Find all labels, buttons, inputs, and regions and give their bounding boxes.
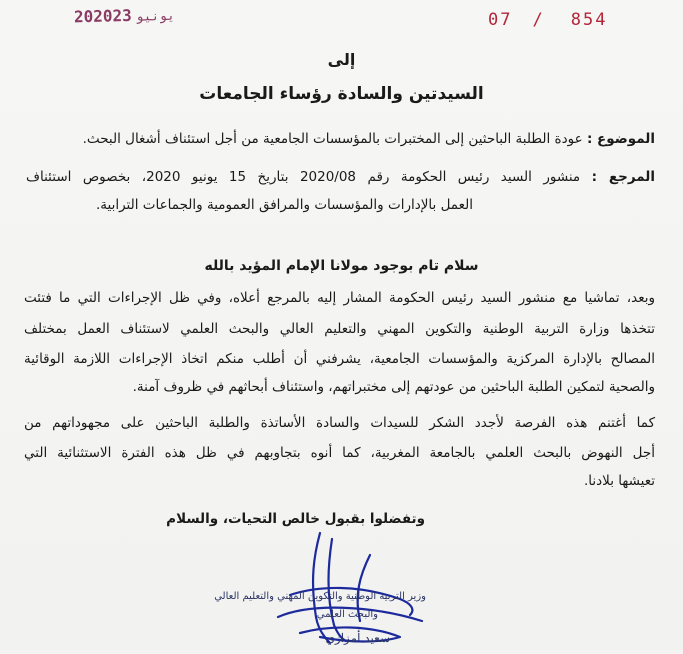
subject-line <box>83 130 655 148</box>
reference-line-2: العمل بالإدارات والمؤسسات والمرافق العمومية والجماعات الترابية. <box>96 197 473 213</box>
reference-text-1: منشور السيد رئيس الحكومة رقم 2020/08 بتاريخ 15 يونيو 2020، بخصوص استئناف <box>26 169 581 185</box>
stamp-month: يونيو <box>135 8 176 25</box>
ref-prefix: 07 <box>488 10 513 30</box>
signatory-name: سعيد أمزازي <box>325 631 390 645</box>
signature-block <box>214 525 430 650</box>
body-line: وبعد، تماشيا مع منشور السيد رئيس الحكومة المشار إليه بالمرجع أعلاه، وفي ظل الإجراءات التي ما فتئت <box>24 290 655 306</box>
body-line: والصحية لتمكين الطلبة الباحثين من عودتهم إلى مختبراتهم، واستئناف أبحاثهم في ظروف آمنة. <box>132 379 655 395</box>
closing-line: وتفضلوا بقبول خالص التحيات، والسلام <box>166 511 425 527</box>
body-line: أجل النهوض بالبحث العلمي بالجامعة المغربية، كما أنوه بتجاوبهم في ظل هذه الفترة الاستثنائية التي <box>24 445 655 461</box>
greeting: سلام تام بوجود مولانا الإمام المؤيد بالله <box>204 258 479 274</box>
stamp-day: 23 <box>112 5 133 26</box>
recipients-heading: السيدتين والسادة رؤساء الجامعات <box>199 84 484 104</box>
subject-label: الموضوع : <box>586 131 655 147</box>
signatory-title-2: والبحث العلمي <box>316 609 378 620</box>
addressee-to: إلى <box>327 50 356 69</box>
signatory-title-1: وزير التربية الوطنية والتكوين المهني والتعليم العالي <box>214 591 426 602</box>
stamp-year: 2020 <box>73 6 113 27</box>
ref-number: 854 <box>570 10 608 30</box>
subject-text: عودة الطلبة الباحثين إلى المختبرات بالمؤسسات الجامعية من أجل استئناف أشغال البحث. <box>82 131 583 147</box>
date-stamp <box>74 5 179 27</box>
reference-stamp: 07 / 854 <box>488 10 608 30</box>
body-line: تتخذها وزارة التربية الوطنية والتكوين المهني والتعليم العالي والبحث العلمي لاستئناف العمل بمختلف <box>24 321 655 337</box>
reference-line-1 <box>26 168 655 186</box>
body-line: كما أغتنم هذه الفرصة لأجدد الشكر للسيدات والسادة الأساتذة والطلبة الباحثين على مجهوداتهم من <box>24 415 655 431</box>
body-line: تعيشها بلادنا. <box>583 473 655 489</box>
reference-label: المرجع : <box>591 169 655 185</box>
body-line: المصالح بالإدارة المركزية والمؤسسات الجامعية، يشرفني أن أطلب منكم اتخاذ الإجراءات اللازمة الوقائية <box>24 351 655 367</box>
